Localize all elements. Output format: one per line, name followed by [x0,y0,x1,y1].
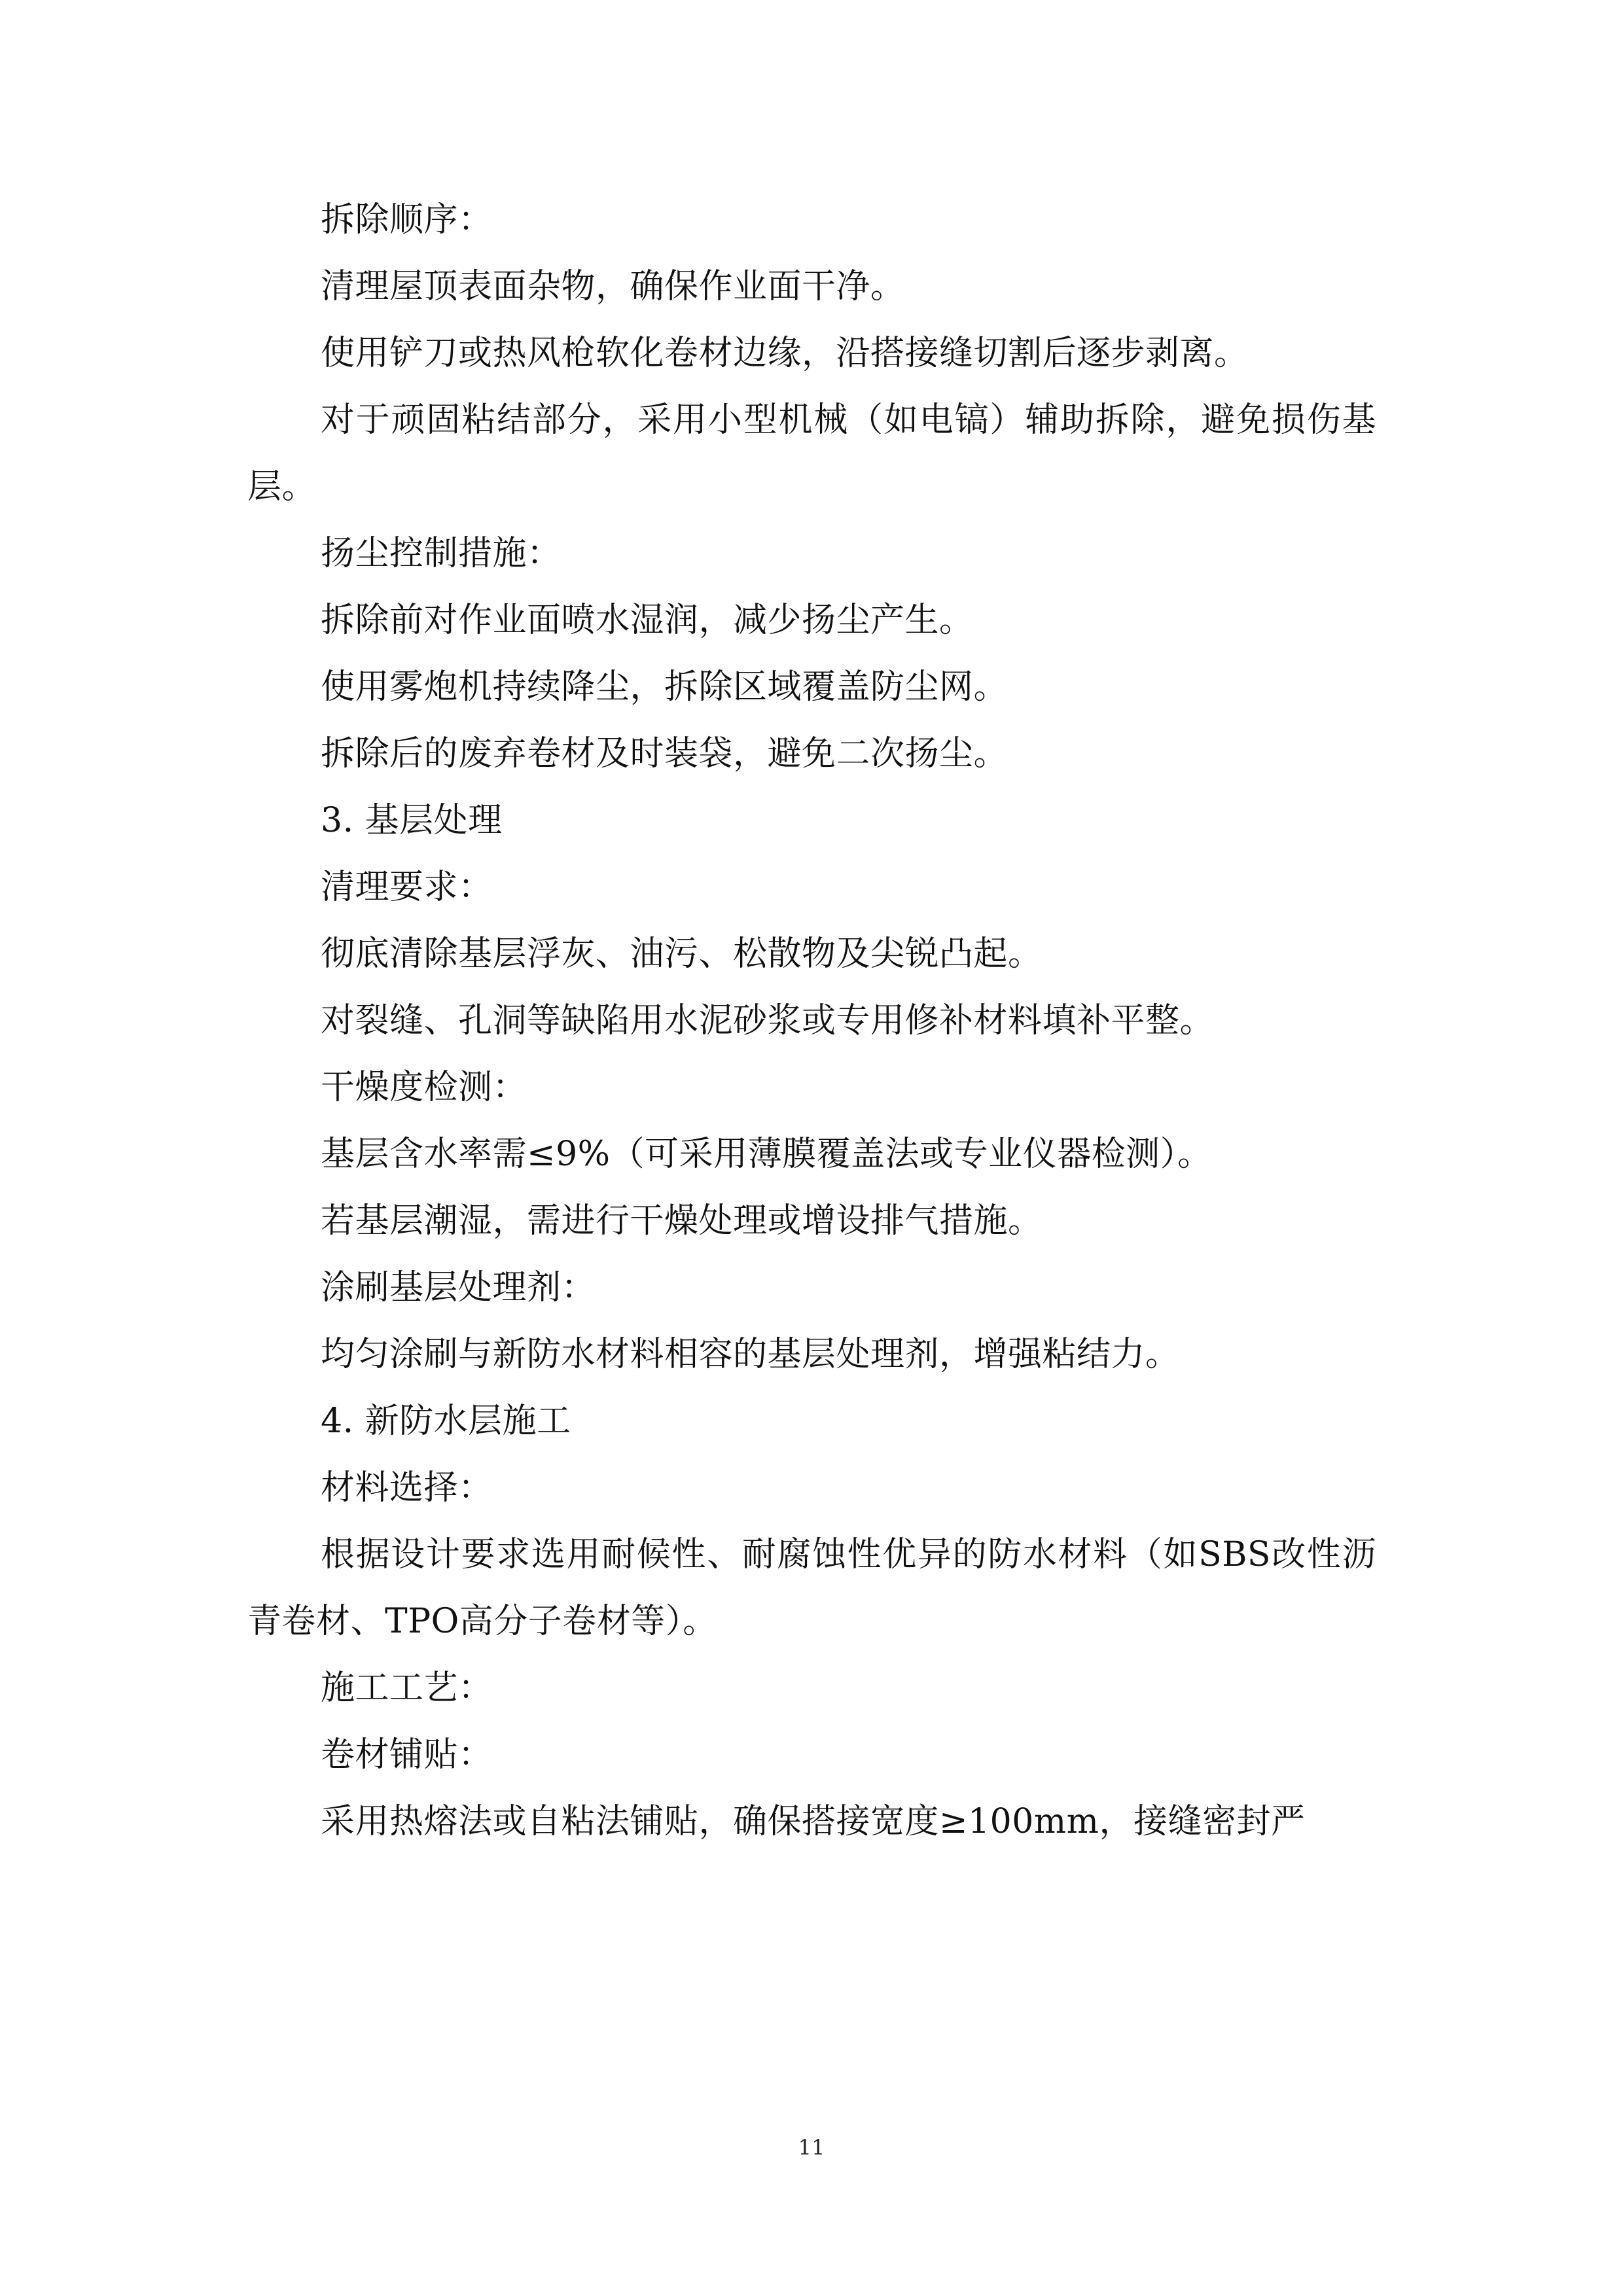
paragraph-apply-primer: 均匀涂刷与新防水材料相容的基层处理剂，增强粘结力。 [321,1335,1180,1374]
page-number: 11 [798,2135,825,2160]
paragraph-clean-roof: 清理屋顶表面杂物，确保作业面干净。 [321,267,905,306]
paragraph-demolition-sequence-heading: 拆除顺序： [321,200,493,239]
paragraph-dryness-heading: 干燥度检测： [321,1068,527,1107]
paragraph-material-choice: 根据设计要求选用耐候性、耐腐蚀性优异的防水材料（如SBS改性沥青卷材、TPO高分子卷材等）。 [247,1535,1376,1641]
paragraph-soften-edges: 使用铲刀或热风枪软化卷材边缘，沿搭接缝切割后逐步剥离。 [321,334,1249,373]
paragraph-dust-control-heading: 扬尘控制措施： [321,534,562,573]
paragraph-construction-process-heading: 施工工艺： [321,1669,493,1708]
paragraph-damp-base: 若基层潮湿，需进行干燥处理或增设排气措施。 [321,1201,1043,1241]
body-text [247,186,1376,1855]
section-heading-new-waterproof-layer: 4. 新防水层施工 [321,1402,571,1441]
paragraph-fog-cannon: 使用雾炮机持续降尘，拆除区域覆盖防尘网。 [321,667,1008,707]
paragraph-cleaning-requirements-heading: 清理要求： [321,868,493,907]
paragraph-material-selection-heading: 材料选择： [321,1468,493,1508]
paragraph-moisture-content: 基层含水率需≤9%（可采用薄膜覆盖法或专业仪器检测）。 [321,1135,1212,1174]
paragraph-spray-water: 拆除前对作业面喷水湿润，减少扬尘产生。 [321,601,974,640]
paragraph-bag-waste: 拆除后的废弃卷材及时装袋，避免二次扬尘。 [321,734,1008,773]
paragraph-primer-heading: 涂刷基层处理剂： [321,1268,596,1307]
paragraph-remove-dust: 彻底清除基层浮灰、油污、松散物及尖锐凸起。 [321,934,1043,974]
paragraph-hot-melt-method: 采用热熔法或自粘法铺贴，确保搭接宽度≥100mm，接缝密封严 [321,1802,1306,1841]
paragraph-membrane-laying-heading: 卷材铺贴： [321,1735,493,1775]
paragraph-fill-cracks: 对裂缝、孔洞等缺陷用水泥砂浆或专用修补材料填补平整。 [321,1001,1215,1040]
section-heading-base-treatment: 3. 基层处理 [321,801,503,840]
paragraph-stubborn-parts: 对于顽固粘结部分，采用小型机械（如电镐）辅助拆除，避免损伤基层。 [247,400,1376,506]
